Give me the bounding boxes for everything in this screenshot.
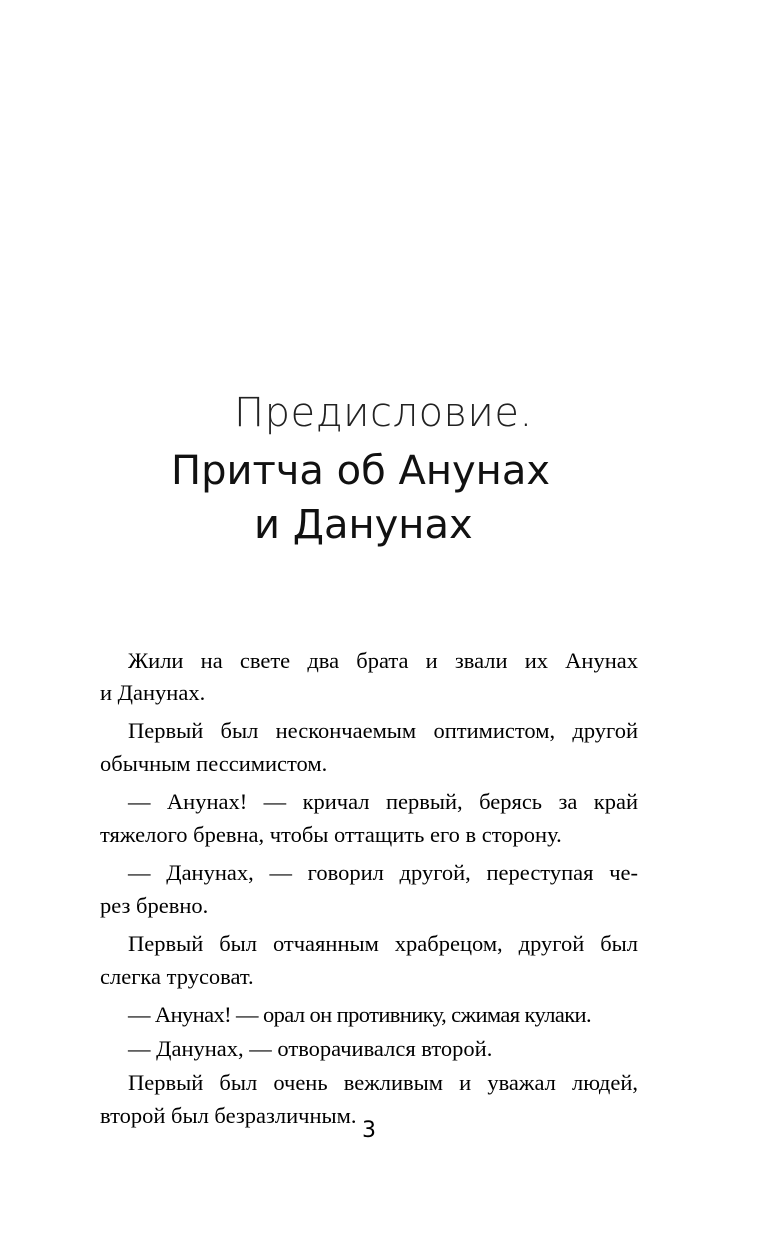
paragraph-continuation <box>100 961 638 993</box>
paragraph-continuation <box>100 748 638 780</box>
paragraph-first-line: — Данунах, — говорил другой, переступая че- <box>128 860 638 885</box>
chapter-title-line-1: Притча об Анунах <box>171 448 551 494</box>
paragraph-first-line: — Анунах! — кричал первый, берясь за край <box>128 789 638 814</box>
paragraph <box>128 857 638 889</box>
paragraph-first-line: — Данунах, — отворачивался второй. <box>128 1036 493 1061</box>
paragraph-rest: и Данунах. <box>100 680 206 705</box>
paragraph-rest: слегка трусоват. <box>100 964 254 989</box>
paragraph <box>128 715 638 747</box>
paragraph <box>128 786 638 818</box>
paragraph-first-line: — Анунах! — орал он противнику, сжимая кулаки. <box>128 1002 592 1027</box>
paragraph-first-line: Первый был нескончаемым оптимистом, другой <box>128 718 638 743</box>
paragraph <box>128 1033 638 1065</box>
paragraph-continuation <box>100 890 638 922</box>
paragraph-rest: второй был безразличным. <box>100 1103 357 1128</box>
paragraph <box>128 645 638 677</box>
paragraph-rest: рез бревно. <box>100 893 209 918</box>
paragraph-first-line: Первый был очень вежливым и уважал людей, <box>128 1070 638 1095</box>
paragraph-rest: обычным пессимистом. <box>100 751 328 776</box>
chapter-body <box>100 645 638 1133</box>
paragraph-first-line: Первый был отчаянным храбрецом, другой был <box>128 931 638 956</box>
paragraph <box>128 1067 638 1099</box>
paragraph-rest: тяжелого бревна, чтобы оттащить его в сторону. <box>100 822 562 847</box>
chapter-title-line-2: и Данунах <box>254 502 473 548</box>
paragraph-continuation <box>100 677 638 709</box>
paragraph <box>128 928 638 960</box>
paragraph <box>128 999 638 1031</box>
preface-label: Предисловие. <box>234 390 533 436</box>
paragraph-first-line: Жили на свете два брата и звали их Анунах <box>128 648 638 673</box>
paragraph-continuation <box>100 819 638 851</box>
page-number: 3 <box>362 1118 376 1143</box>
